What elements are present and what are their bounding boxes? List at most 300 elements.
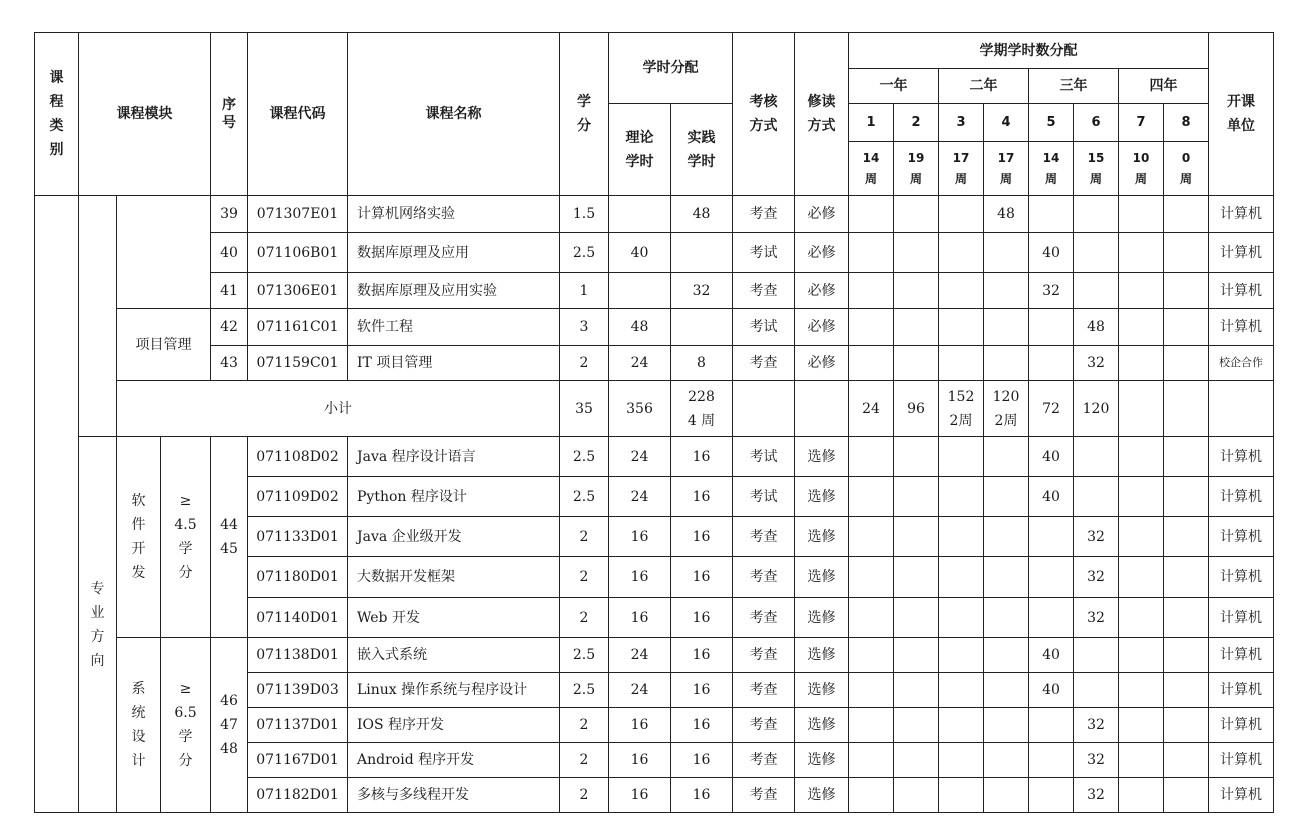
header-unit: 开课 单位 [1209, 33, 1274, 196]
semester-cell [1029, 196, 1074, 233]
semester-cell [984, 437, 1029, 477]
credit-cell: 2 [560, 598, 609, 638]
practice-cell [671, 233, 733, 273]
semester-cell [939, 273, 984, 309]
theory-cell: 24 [609, 346, 671, 381]
semester-cell: 32 [1074, 743, 1119, 778]
code-cell: 071140D01 [248, 598, 348, 638]
semester-cell [984, 346, 1029, 381]
subtotal-study [795, 381, 849, 437]
subtotal-semester: 72 [1029, 381, 1074, 437]
semester-cell [984, 309, 1029, 346]
semester-cell [1119, 477, 1164, 517]
header-semester: 5 [1029, 104, 1074, 142]
semester-cell [1119, 309, 1164, 346]
header-weeks: 19 周 [894, 142, 939, 196]
seq-cell: 43 [211, 346, 248, 381]
practice-cell: 16 [671, 437, 733, 477]
semester-cell [1029, 708, 1074, 743]
code-cell: 071138D01 [248, 638, 348, 673]
semester-cell [1164, 673, 1209, 708]
code-cell: 071133D01 [248, 517, 348, 557]
semester-cell [849, 437, 894, 477]
semester-cell [939, 233, 984, 273]
subtotal-semester: 96 [894, 381, 939, 437]
semester-cell [1029, 346, 1074, 381]
unit-cell: 计算机 [1209, 309, 1274, 346]
semester-cell [1029, 778, 1074, 813]
credit-cell: 1 [560, 273, 609, 309]
code-cell: 071139D03 [248, 673, 348, 708]
unit-cell: 计算机 [1209, 196, 1274, 233]
course-name: Python 程序设计 [348, 477, 560, 517]
credit-cell: 2 [560, 557, 609, 598]
theory-cell: 16 [609, 743, 671, 778]
practice-cell: 8 [671, 346, 733, 381]
theory-cell: 24 [609, 437, 671, 477]
semester-cell [1074, 638, 1119, 673]
exam-cell: 考查 [733, 196, 795, 233]
seq-cell: 42 [211, 309, 248, 346]
semester-cell: 40 [1029, 638, 1074, 673]
direction-cell: 专 业 方 向 [79, 437, 117, 813]
course-name: 数据库原理及应用 [348, 233, 560, 273]
module-cell [117, 196, 211, 309]
header-year: 一年 [849, 69, 939, 104]
subtotal-semester: 152 2周 [939, 381, 984, 437]
semester-cell [849, 778, 894, 813]
header-weeks: 14 周 [1029, 142, 1074, 196]
study-cell: 选修 [795, 517, 849, 557]
subtotal-semester: 120 2周 [984, 381, 1029, 437]
course-name: Java 企业级开发 [348, 517, 560, 557]
exam-cell: 考查 [733, 743, 795, 778]
table-row [35, 346, 1274, 381]
header-name: 课程名称 [348, 33, 560, 196]
header-year: 二年 [939, 69, 1029, 104]
code-cell: 071159C01 [248, 346, 348, 381]
semester-cell [1029, 743, 1074, 778]
exam-cell: 考试 [733, 477, 795, 517]
category-cell [35, 196, 79, 813]
theory-cell: 40 [609, 233, 671, 273]
semester-cell [1164, 196, 1209, 233]
semester-cell [1164, 477, 1209, 517]
semester-cell [1029, 557, 1074, 598]
unit-cell: 计算机 [1209, 233, 1274, 273]
theory-cell: 16 [609, 778, 671, 813]
semester-cell [1164, 273, 1209, 309]
practice-cell: 32 [671, 273, 733, 309]
theory-cell: 24 [609, 638, 671, 673]
subtotal-credit: 35 [560, 381, 609, 437]
header-practice: 实践 学时 [671, 104, 733, 196]
semester-cell [1074, 273, 1119, 309]
curriculum-table [34, 32, 1274, 813]
semester-cell: 48 [1074, 309, 1119, 346]
semester-cell [1029, 309, 1074, 346]
study-cell: 选修 [795, 598, 849, 638]
semester-cell [1119, 673, 1164, 708]
subtotal-theory: 356 [609, 381, 671, 437]
code-cell: 071106B01 [248, 233, 348, 273]
semester-cell [849, 673, 894, 708]
semester-cell [984, 233, 1029, 273]
semester-cell [984, 778, 1029, 813]
exam-cell: 考试 [733, 437, 795, 477]
semester-cell [939, 309, 984, 346]
code-cell: 071161C01 [248, 309, 348, 346]
theory-cell: 48 [609, 309, 671, 346]
semester-cell [939, 638, 984, 673]
group-seq: 46 47 48 [211, 638, 248, 813]
course-name: 多核与多线程开发 [348, 778, 560, 813]
semester-cell [984, 273, 1029, 309]
header-hours-dist: 学时分配 [609, 33, 733, 104]
theory-cell [609, 273, 671, 309]
practice-cell: 48 [671, 196, 733, 233]
practice-cell: 16 [671, 743, 733, 778]
semester-cell [939, 743, 984, 778]
semester-cell [1074, 673, 1119, 708]
header-credit: 学 分 [560, 33, 609, 196]
study-cell: 选修 [795, 673, 849, 708]
semester-cell [849, 517, 894, 557]
practice-cell: 16 [671, 673, 733, 708]
practice-cell: 16 [671, 517, 733, 557]
practice-cell: 16 [671, 778, 733, 813]
unit-cell: 计算机 [1209, 557, 1274, 598]
course-name: 大数据开发框架 [348, 557, 560, 598]
semester-cell [1074, 233, 1119, 273]
seq-cell: 40 [211, 233, 248, 273]
header-weeks: 17 周 [939, 142, 984, 196]
header-semester: 2 [894, 104, 939, 142]
credit-cell: 2 [560, 743, 609, 778]
semester-cell [849, 477, 894, 517]
course-name: Android 程序开发 [348, 743, 560, 778]
course-name: IT 项目管理 [348, 346, 560, 381]
header-weeks: 0 周 [1164, 142, 1209, 196]
study-cell: 必修 [795, 273, 849, 309]
header-weeks: 15 周 [1074, 142, 1119, 196]
subtotal-semester [1119, 381, 1164, 437]
semester-cell [1074, 477, 1119, 517]
semester-cell [939, 346, 984, 381]
practice-cell: 16 [671, 708, 733, 743]
unit-cell: 计算机 [1209, 743, 1274, 778]
seq-cell: 39 [211, 196, 248, 233]
study-cell: 选修 [795, 743, 849, 778]
practice-cell [671, 309, 733, 346]
semester-cell [849, 638, 894, 673]
study-cell: 选修 [795, 638, 849, 673]
semester-cell [1164, 517, 1209, 557]
credit-cell: 2 [560, 517, 609, 557]
semester-cell [849, 273, 894, 309]
theory-cell: 16 [609, 517, 671, 557]
header-weeks: 14 周 [849, 142, 894, 196]
semester-cell [984, 708, 1029, 743]
semester-cell [984, 598, 1029, 638]
unit-cell: 计算机 [1209, 778, 1274, 813]
semester-cell [849, 598, 894, 638]
semester-cell [1164, 708, 1209, 743]
credit-cell: 2.5 [560, 437, 609, 477]
header-year: 三年 [1029, 69, 1119, 104]
subtotal-unit [1209, 381, 1274, 437]
credit-cell: 2 [560, 708, 609, 743]
group-name: 软 件 开 发 [117, 437, 161, 638]
semester-cell [894, 673, 939, 708]
semester-cell: 48 [984, 196, 1029, 233]
unit-cell: 计算机 [1209, 273, 1274, 309]
course-name: Java 程序设计语言 [348, 437, 560, 477]
credit-cell: 3 [560, 309, 609, 346]
group-seq: 44 45 [211, 437, 248, 638]
semester-cell [894, 346, 939, 381]
semester-cell [1074, 437, 1119, 477]
semester-cell [984, 477, 1029, 517]
semester-cell [1119, 346, 1164, 381]
semester-cell [849, 557, 894, 598]
semester-cell: 40 [1029, 673, 1074, 708]
semester-cell [1164, 743, 1209, 778]
exam-cell: 考查 [733, 708, 795, 743]
semester-cell [1119, 517, 1164, 557]
exam-cell: 考查 [733, 557, 795, 598]
table-row [35, 309, 1274, 346]
theory-cell: 24 [609, 477, 671, 517]
credit-cell: 2 [560, 778, 609, 813]
study-cell: 必修 [795, 196, 849, 233]
study-cell: 选修 [795, 708, 849, 743]
semester-cell [1029, 598, 1074, 638]
course-name: IOS 程序开发 [348, 708, 560, 743]
semester-cell [1164, 778, 1209, 813]
credit-cell: 2.5 [560, 233, 609, 273]
semester-cell [939, 778, 984, 813]
subtotal-row [35, 381, 1274, 437]
theory-cell [609, 196, 671, 233]
semester-cell [894, 557, 939, 598]
semester-cell [939, 673, 984, 708]
unit-cell: 计算机 [1209, 477, 1274, 517]
semester-cell [894, 309, 939, 346]
semester-cell [894, 598, 939, 638]
code-cell: 071167D01 [248, 743, 348, 778]
semester-cell [894, 708, 939, 743]
semester-cell: 32 [1074, 708, 1119, 743]
header-study: 修读 方式 [795, 33, 849, 196]
practice-cell: 16 [671, 557, 733, 598]
credit-cell: 2.5 [560, 638, 609, 673]
semester-cell [1164, 638, 1209, 673]
semester-cell [1119, 743, 1164, 778]
subtotal-exam [733, 381, 795, 437]
semester-cell [894, 517, 939, 557]
semester-cell [1119, 598, 1164, 638]
header-exam: 考核 方式 [733, 33, 795, 196]
semester-cell [1119, 557, 1164, 598]
subtotal-semester [1164, 381, 1209, 437]
semester-cell [939, 557, 984, 598]
semester-cell [1164, 598, 1209, 638]
study-cell: 必修 [795, 309, 849, 346]
group-requirement: ≥ 4.5 学 分 [161, 437, 211, 638]
code-cell: 071137D01 [248, 708, 348, 743]
semester-cell [849, 309, 894, 346]
semester-cell [1119, 437, 1164, 477]
group-requirement: ≥ 6.5 学 分 [161, 638, 211, 813]
study-cell: 选修 [795, 778, 849, 813]
semester-cell [1164, 437, 1209, 477]
exam-cell: 考查 [733, 598, 795, 638]
header-semester: 1 [849, 104, 894, 142]
study-cell: 选修 [795, 437, 849, 477]
code-cell: 071306E01 [248, 273, 348, 309]
semester-cell: 40 [1029, 233, 1074, 273]
theory-cell: 24 [609, 673, 671, 708]
semester-cell [894, 778, 939, 813]
semester-cell [894, 437, 939, 477]
header-seq: 序 号 [211, 33, 248, 196]
practice-cell: 16 [671, 638, 733, 673]
semester-cell [894, 743, 939, 778]
semester-cell: 32 [1074, 346, 1119, 381]
subtotal-semester: 120 [1074, 381, 1119, 437]
header-module: 课程模块 [79, 33, 211, 196]
semester-cell [849, 233, 894, 273]
header-weeks: 10 周 [1119, 142, 1164, 196]
semester-cell [894, 196, 939, 233]
semester-cell: 32 [1074, 778, 1119, 813]
exam-cell: 考查 [733, 273, 795, 309]
table-row [35, 273, 1274, 309]
semester-cell [1119, 273, 1164, 309]
code-cell: 071108D02 [248, 437, 348, 477]
code-cell: 071180D01 [248, 557, 348, 598]
semester-cell [894, 477, 939, 517]
exam-cell: 考查 [733, 778, 795, 813]
semester-cell [939, 708, 984, 743]
semester-cell [939, 477, 984, 517]
theory-cell: 16 [609, 708, 671, 743]
semester-cell [1119, 196, 1164, 233]
header-semester-dist: 学期学时数分配 [849, 33, 1209, 69]
header-semester: 3 [939, 104, 984, 142]
semester-cell [1119, 638, 1164, 673]
semester-cell [849, 196, 894, 233]
semester-cell: 32 [1074, 517, 1119, 557]
semester-cell [984, 517, 1029, 557]
header-row [35, 33, 1274, 69]
header-year: 四年 [1119, 69, 1209, 104]
code-cell: 071182D01 [248, 778, 348, 813]
table-row [35, 638, 1274, 673]
header-weeks: 17 周 [984, 142, 1029, 196]
semester-cell [1164, 233, 1209, 273]
semester-cell [1164, 346, 1209, 381]
table-row [35, 233, 1274, 273]
study-cell: 必修 [795, 233, 849, 273]
unit-cell: 计算机 [1209, 517, 1274, 557]
semester-cell [984, 557, 1029, 598]
unit-cell: 计算机 [1209, 673, 1274, 708]
semester-cell [939, 196, 984, 233]
header-code: 课程代码 [248, 33, 348, 196]
semester-cell [1164, 309, 1209, 346]
exam-cell: 考查 [733, 638, 795, 673]
exam-cell: 考试 [733, 233, 795, 273]
semester-cell [1074, 196, 1119, 233]
subtotal-semester: 24 [849, 381, 894, 437]
seq-cell: 41 [211, 273, 248, 309]
study-cell: 必修 [795, 346, 849, 381]
subtotal-practice: 228 4 周 [671, 381, 733, 437]
practice-cell: 16 [671, 598, 733, 638]
semester-cell [1119, 233, 1164, 273]
credit-cell: 2.5 [560, 673, 609, 708]
exam-cell: 考查 [733, 673, 795, 708]
theory-cell: 16 [609, 598, 671, 638]
unit-cell: 计算机 [1209, 437, 1274, 477]
semester-cell: 40 [1029, 437, 1074, 477]
credit-cell: 2.5 [560, 477, 609, 517]
header-semester: 6 [1074, 104, 1119, 142]
code-cell: 071307E01 [248, 196, 348, 233]
semester-cell: 32 [1029, 273, 1074, 309]
semester-cell [894, 273, 939, 309]
exam-cell: 考试 [733, 309, 795, 346]
unit-cell: 计算机 [1209, 638, 1274, 673]
semester-cell [849, 708, 894, 743]
header-theory: 理论 学时 [609, 104, 671, 196]
header-semester: 7 [1119, 104, 1164, 142]
semester-cell [939, 598, 984, 638]
semester-cell [939, 517, 984, 557]
table-row [35, 196, 1274, 233]
semester-cell [849, 743, 894, 778]
module-project-mgmt: 项目管理 [117, 309, 211, 381]
table-row [35, 437, 1274, 477]
exam-cell: 考查 [733, 346, 795, 381]
theory-cell: 16 [609, 557, 671, 598]
unit-cell: 计算机 [1209, 708, 1274, 743]
semester-cell: 32 [1074, 598, 1119, 638]
course-name: Linux 操作系统与程序设计 [348, 673, 560, 708]
semester-cell [984, 638, 1029, 673]
semester-cell [894, 638, 939, 673]
semester-cell [984, 673, 1029, 708]
unit-cell: 校企合作 [1209, 346, 1274, 381]
credit-cell: 1.5 [560, 196, 609, 233]
module-outer-cell [79, 196, 117, 437]
unit-cell: 计算机 [1209, 598, 1274, 638]
exam-cell: 考查 [733, 517, 795, 557]
semester-cell [894, 233, 939, 273]
practice-cell: 16 [671, 477, 733, 517]
semester-cell: 40 [1029, 477, 1074, 517]
semester-cell [1119, 708, 1164, 743]
semester-cell [849, 346, 894, 381]
header-semester: 8 [1164, 104, 1209, 142]
semester-cell [939, 437, 984, 477]
credit-cell: 2 [560, 346, 609, 381]
group-name: 系 统 设 计 [117, 638, 161, 813]
header-semester: 4 [984, 104, 1029, 142]
code-cell: 071109D02 [248, 477, 348, 517]
